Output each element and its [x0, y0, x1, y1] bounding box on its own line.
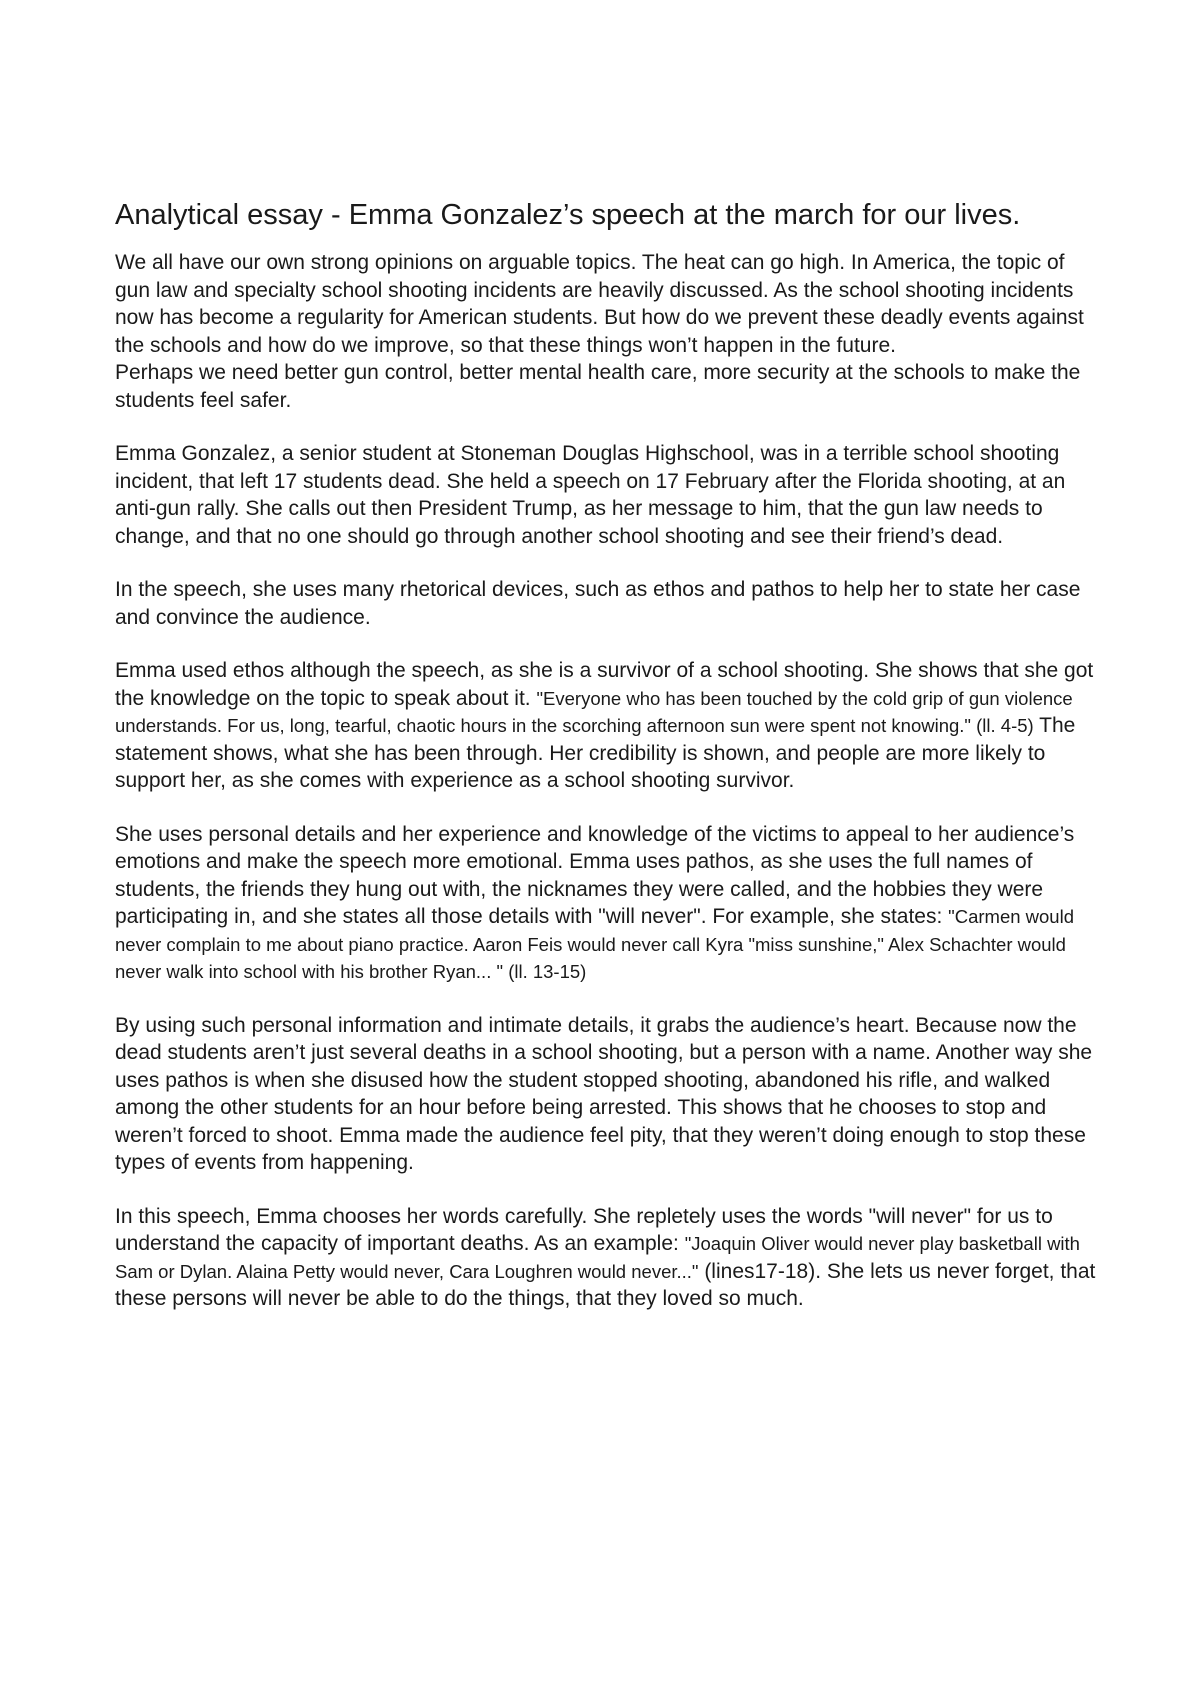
paragraph-intro: We all have our own strong opinions on arguable topics. The heat can go high. In America, the topic of gun law and specialty school shooting incidents are heavily discussed. As the school shooting incidents now has become a regularity for American students. But how do we prevent these deadly events against the schools and how do we improve, so that these things won’t happen in the future.	[115, 251, 1084, 357]
pathos-text-lead: She uses personal details and her experience and knowledge of the victims to appeal to her audience’s emotions and make the speech more emotional. Emma uses pathos, as she uses the full names of students, the friends they hung out with, the nicknames they were called, and the hobbies they were participating in, and she states all those details with "will never". For example, she states:	[115, 822, 1075, 928]
paragraph-rhetorical-devices: In the speech, she uses many rhetorical devices, such as ethos and pathos to help her to state her case and convince the audience.	[115, 578, 1081, 629]
paragraph-word-choice	[115, 1203, 1100, 1313]
ethos-text-tail: The statement shows, what she has been through. Her credibility is shown, and people are more likely to support her, as she comes with experience as a school shooting survivor.	[115, 714, 1076, 792]
ethos-quote: "Everyone who has been touched by the cold grip of gun violence understands. For us, long, tearful, chaotic hours in the scorching afternoon sun were spent not knowing." (ll. 4-5)	[115, 687, 1073, 736]
word-choice-quote: "Joaquin Oliver would never play basketball with Sam or Dylan. Alaina Petty would never, Cara Loughren would never..."	[115, 1233, 1080, 1282]
paragraph-intro-continued: Perhaps we need better gun control, better mental health care, more security at the schools to make the students feel safer.	[115, 361, 1081, 412]
essay-title: Analytical essay - Emma Gonzalez’s speech at the march for our lives.	[115, 199, 1021, 231]
paragraph-personal-details: By using such personal information and intimate details, it grabs the audience’s heart. Because now the dead students aren’t just several deaths in a school shooting, but a person with a name. Another way she uses pathos is when she disused how the student stopped shooting, abandoned his rifle, and walked among the other students for an hour before being arrested. This shows that he chooses to stop and weren’t forced to shoot. Emma made the audience feel pity, that they weren’t doing enough to stop these types of events from happening.	[115, 1013, 1093, 1174]
paragraph-pathos	[115, 821, 1100, 986]
pathos-quote: "Carmen would never complain to me about piano practice. Aaron Feis would never call Kyra "miss sunshine," Alex Schachter would never walk into school with his brother Ryan... " (ll. 13-15)	[115, 906, 1074, 982]
word-choice-text-lead: In this speech, Emma chooses her words carefully. She repletely uses the words "will never" for us to understand the capacity of important deaths. As an example:	[115, 1204, 1053, 1255]
paragraph-background: Emma Gonzalez, a senior student at Stoneman Douglas Highschool, was in a terrible school shooting incident, that left 17 students dead. She held a speech on 17 February after the Florida shooting, at an anti-gun rally. She calls out then President Trump, as her message to him, that the gun law needs to change, and that no one should go through another school shooting and see their friend’s dead.	[115, 442, 1066, 548]
document-page	[115, 196, 1100, 1339]
paragraph-ethos	[115, 657, 1100, 795]
word-choice-text-tail: (lines17-18). She lets us never forget, that these persons will never be able to do the things, that they loved so much.	[115, 1259, 1096, 1310]
ethos-text-lead: Emma used ethos although the speech, as she is a survivor of a school shooting. She shows that she got the knowledge on the topic to speak about it.	[115, 659, 1094, 710]
